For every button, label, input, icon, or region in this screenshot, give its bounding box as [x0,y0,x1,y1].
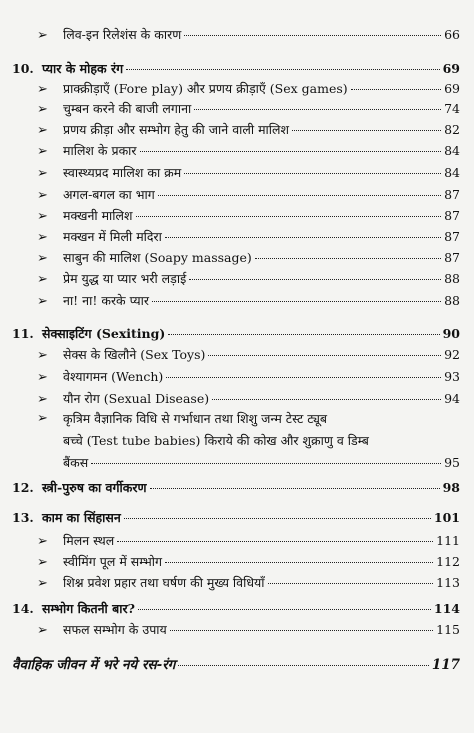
page-number: 69 [444,81,460,96]
chapter-number: 14. [12,601,34,616]
toc-subentry[interactable] [37,142,460,159]
page-number: 84 [444,165,460,180]
entry-title: यौन रोग (Sexual Disease) [63,391,210,406]
dot-leader [140,151,442,152]
page-number: 88 [444,271,460,286]
arrow-icon: ➢ [37,166,48,181]
dot-leader [150,488,440,489]
toc-chapter[interactable] [12,479,460,496]
page-number: 95 [444,455,460,470]
chapter-number: 12. [12,480,34,495]
dot-leader [292,130,441,131]
arrow-icon: ➢ [37,294,48,309]
page-number: 115 [436,622,460,637]
toc-subentry[interactable] [37,390,460,407]
chapter-title: काम का सिंहासन [42,510,121,525]
toc-subentry[interactable] [37,26,460,43]
dot-leader [178,665,428,666]
toc-subentry[interactable] [37,228,460,245]
dot-leader [136,216,442,217]
toc-chapter[interactable] [12,60,460,77]
page-number: 87 [444,229,460,244]
toc-final-entry[interactable] [12,655,460,673]
page-number: 69 [442,61,460,76]
arrow-icon: ➢ [37,534,48,549]
page-number: 88 [444,293,460,308]
dot-leader [255,258,441,259]
arrow-icon: ➢ [37,209,48,224]
entry-title: प्रणय क्रीड़ा और सम्भोग हेतु की जाने वाली मालिश [63,122,289,137]
entry-title: वेश्यागमन (Wench) [63,369,164,384]
toc-subentry[interactable] [37,100,460,117]
dot-leader [268,583,434,584]
toc-subentry[interactable] [37,574,460,591]
page-number: 84 [444,143,460,158]
arrow-icon: ➢ [37,623,48,638]
dot-leader [194,109,441,110]
toc-subentry[interactable] [37,121,460,138]
entry-title: प्राक्क्रीड़ाएँ (Fore play) और प्रणय क्रीड़ाएँ (Sex games) [63,81,348,96]
dot-leader [170,630,433,631]
arrow-icon: ➢ [37,251,48,266]
dot-leader [126,69,439,70]
page-number: 92 [444,347,460,362]
page-number: 66 [444,27,460,42]
toc-subentry[interactable] [37,207,460,224]
dot-leader [212,399,441,400]
toc-subentry[interactable] [37,368,460,385]
arrow-icon: ➢ [37,123,48,138]
entry-title: मक्खन में मिली मदिरा [63,229,162,244]
arrow-icon: ➢ [37,272,48,287]
dot-leader [351,89,441,90]
page-number: 87 [444,208,460,223]
page-number: 74 [444,101,460,116]
arrow-icon: ➢ [37,82,48,97]
arrow-icon: ➢ [37,144,48,159]
entry-title: लिव-इन रिलेशंस के कारण [63,27,182,42]
arrow-icon: ➢ [37,411,48,426]
subentry-last-line [63,452,460,474]
arrow-icon: ➢ [37,28,48,43]
toc-subentry[interactable] [37,80,460,97]
chapter-title: स्त्री-पुरुष का वर्गीकरण [42,480,147,495]
chapter-number: 10. [12,61,34,76]
arrow-icon: ➢ [37,370,48,385]
arrow-icon: ➢ [37,348,48,363]
dot-leader [166,377,441,378]
dot-leader [158,195,441,196]
toc-subentry[interactable] [37,346,460,363]
entry-title: साबुन की मालिश (Soapy massage) [63,250,252,265]
dot-leader [138,609,431,610]
page-number: 98 [442,480,460,495]
subentry-title-line: कृत्रिम वैज्ञानिक विधि से गर्भाधान तथा शिशु जन्म टेस्ट ट्यूब [63,411,328,426]
arrow-icon: ➢ [37,555,48,570]
arrow-icon: ➢ [37,230,48,245]
dot-leader [124,518,431,519]
dot-leader [189,279,441,280]
entry-title: मिलन स्थल [63,533,115,548]
subentry-title-line: बैंकस [63,455,89,470]
entry-title: प्रेम युद्ध या प्यार भरी लड़ाई [63,271,187,286]
entry-title: स्वास्थ्यप्रद मालिश का क्रम [63,165,182,180]
page-number: 93 [444,369,460,384]
page-number: 111 [436,533,460,548]
page-number: 94 [444,391,460,406]
arrow-icon: ➢ [37,576,48,591]
entry-title: मालिश के प्रकार [63,143,137,158]
chapter-number: 11. [12,326,34,341]
entry-title: सफल सम्भोग के उपाय [63,622,167,637]
page-number: 82 [444,122,460,137]
entry-title: शिश्न प्रवेश प्रहार तथा घर्षण की मुख्य विधियाँ [63,575,265,590]
arrow-icon: ➢ [37,188,48,203]
page-number: 90 [442,326,460,341]
toc-subentry[interactable] [37,164,460,181]
toc-subentry[interactable] [37,621,460,638]
page-number: 117 [431,657,460,673]
page-number: 87 [444,187,460,202]
toc-subentry[interactable] [37,186,460,203]
entry-title: अगल-बगल का भाग [63,187,155,202]
toc-subentry[interactable] [37,532,460,549]
dot-leader [152,301,441,302]
dot-leader [184,173,441,174]
toc-subentry[interactable] [37,249,460,266]
dot-leader [168,334,439,335]
page-number: 112 [436,554,460,569]
chapter-title: सम्भोग कितनी बार? [42,601,135,616]
chapter-title: सेक्साइटिंग (Sexiting) [42,326,166,341]
chapter-number: 13. [12,510,34,525]
toc-chapter[interactable] [12,509,460,526]
page-number: 101 [433,510,460,525]
toc-subentry[interactable] [37,408,460,474]
dot-leader [208,355,441,356]
chapter-title: प्यार के मोहक रंग [42,61,124,76]
dot-leader [165,562,433,563]
toc-subentry[interactable] [37,270,460,287]
toc-chapter[interactable] [12,600,460,617]
entry-title: ना! ना! करके प्यार [63,293,149,308]
arrow-icon: ➢ [37,102,48,117]
entry-title: स्वीमिंग पूल में सम्भोग [63,554,163,569]
entry-title: मक्खनी मालिश [63,208,133,223]
entry-title: चुम्बन करने की बाजी लगाना [63,101,192,116]
toc-subentry[interactable] [37,292,460,309]
arrow-icon: ➢ [37,392,48,407]
page-number: 113 [436,575,460,590]
dot-leader [117,541,433,542]
page-number: 87 [444,250,460,265]
entry-title: सेक्स के खिलौने (Sex Toys) [63,347,206,362]
dot-leader [184,35,441,36]
dot-leader [165,237,441,238]
subentry-title-line: बच्चे (Test tube babies) किराये की कोख और शुक्राणु व डिम्ब [63,433,369,448]
dot-leader [91,463,441,464]
entry-title: वैवाहिक जीवन में भरे नये रस-रंग [12,657,176,673]
toc-chapter[interactable] [12,325,460,342]
toc-subentry[interactable] [37,553,460,570]
page-number: 114 [433,601,460,616]
